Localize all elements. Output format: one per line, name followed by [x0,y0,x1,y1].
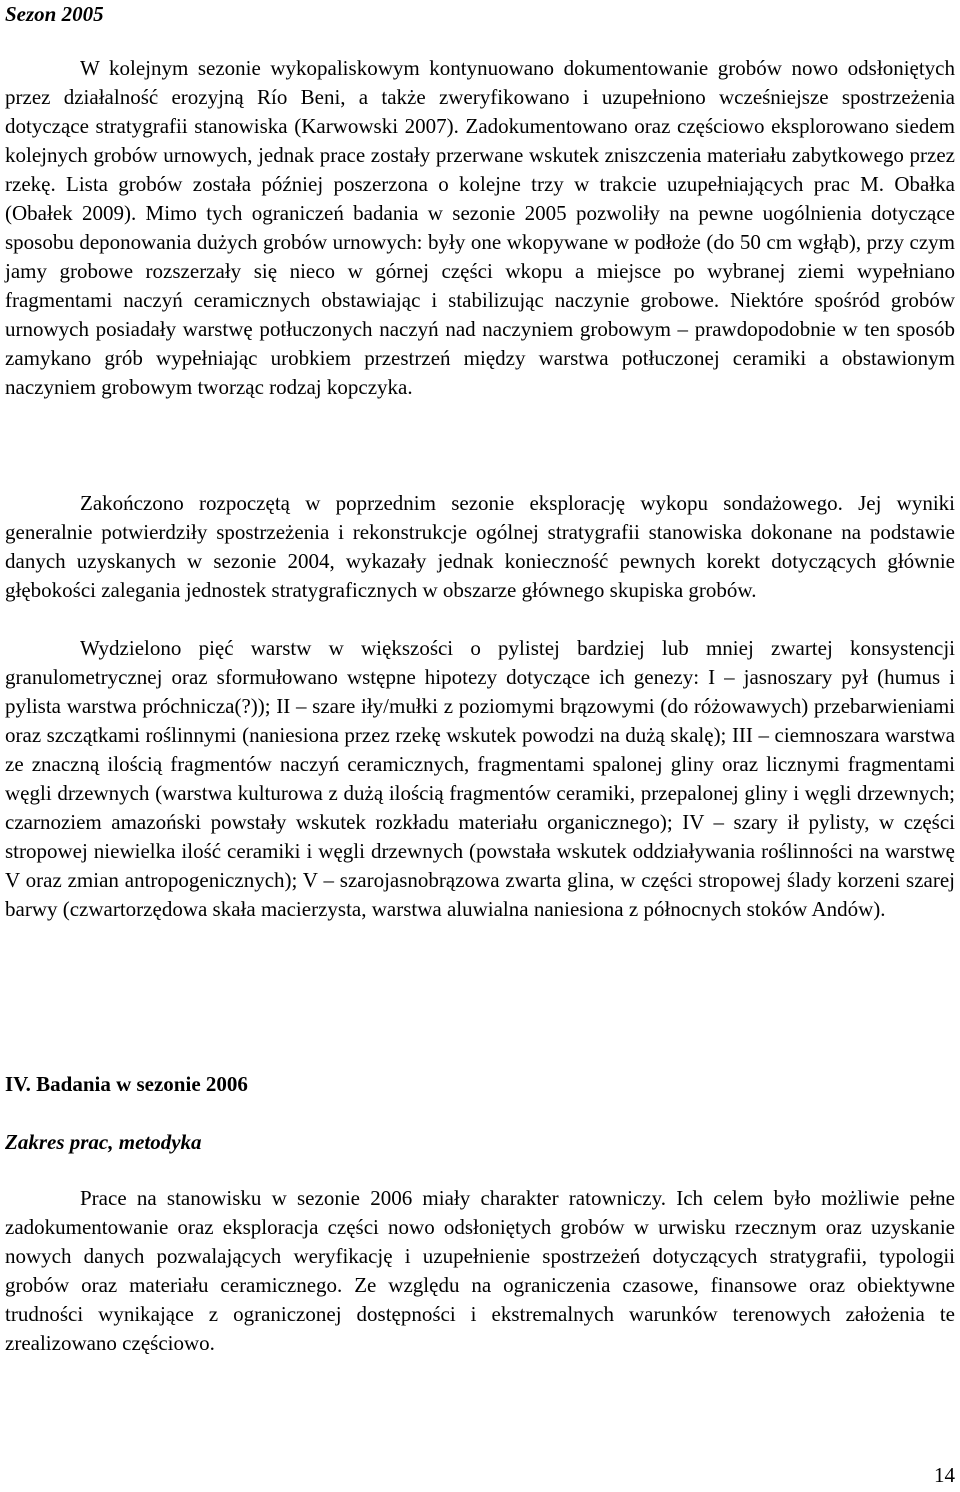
page-number: 14 [934,1463,955,1487]
chapter-title-2006: IV. Badania w sezonie 2006 [5,1072,248,1096]
subsection-title-methodology: Zakres prac, metodyka [5,1130,202,1154]
paragraph-2005-2: Zakończono rozpoczętą w poprzednim sezonie eksplorację wykopu sondażowego. Jej wyniki generalnie potwierdziły spostrzeżenia i rekonstrukcje ogólnej stratygrafii stanowiska dokonane na podstawie danych uzyskanych w sezonie 2004, wykazały jednak konieczność pewnych korekt dotyczących głównie głębokości zalegania jednostek stratygraficznych w obszarze głównego skupiska grobów. [5,491,955,602]
section-title-2005: Sezon 2005 [5,2,104,26]
paragraph-2005-3: Wydzielono pięć warstw w większości o pylistej bardziej lub mniej zwartej konsystencji granulometrycznej oraz sformułowano wstępne hipotezy dotyczące ich genezy: I – jasnoszary pył (humus i pylista warstwa próchnicza(?)); II – szare iły/mułki z poziomymi brązowymi (do różowawych) przebarwieniami oraz szczątkami roślinnymi (naniesiona przez rzekę wskutek powodzi na dużą skalę); III – ciemnoszara warstwa ze znaczną ilością fragmentów naczyń ceramicznych, fragmentami spalonej gliny oraz licznymi fragmentami węgli drzewnych (warstwa kulturowa z dużą ilością fragmentów ceramiki, przepalonej gliny i węgli drzewnych; czarnoziem amazoński powstały wskutek rozkładu materiału organicznego); IV – szary ił pylisty, w części stropowej niewielka ilość ceramiki i węgli drzewnych (powstała wskutek oddziaływania roślinności na warstwę V oraz zmian antropogenicznych); V – szarojasnobrązowa zwarta glina, w części stropowej ślady korzeni szarej barwy (czwartorzędowa skała macierzysta, warstwa aluwialna naniesiona z północnych stoków Andów). [5,636,955,921]
paragraph-2006-1: Prace na stanowisku w sezonie 2006 miały charakter ratowniczy. Ich celem było możliwie pełne zadokumentowanie oraz eksploracja części nowo odsłoniętych grobów w urwisku rzecznym oraz uzyskanie nowych danych pozwalających weryfikację i uzupełnienie spostrzeżeń dotyczących stratygrafii, typologii grobów oraz materiału ceramicznego. Ze względu na ograniczenia czasowe, finansowe oraz obiektywne trudności wynikające z ograniczonej dostępności i ekstremalnych warunków terenowych założenia te zrealizowano częściowo. [5,1186,955,1355]
paragraph-2005-1: W kolejnym sezonie wykopaliskowym kontynuowano dokumentowanie grobów nowo odsłoniętych przez działalność erozyjną Río Beni, a także zweryfikowano i uzupełniono wcześniejsze spostrzeżenia dotyczące stratygrafii stanowiska (Karwowski 2007). Zadokumentowano oraz częściowo eksplorowano siedem kolejnych grobów urnowych, jednak prace zostały przerwane wskutek zniszczenia materiału zabytkowego przez rzekę. Lista grobów została później poszerzona o kolejne trzy w trakcie uzupełniających prac M. Obałka (Obałek 2009). Mimo tych ograniczeń badania w sezonie 2005 pozwoliły na pewne uogólnienia dotyczące sposobu deponowania dużych grobów urnowych: były one wkopywane w podłoże (do 50 cm wgłąb), przy czym jamy grobowe rozszerzały się nieco w górnej części wkopu a miejsce po wybranej ziemi wypełniano fragmentami naczyń ceramicznych obstawiając i stabilizując naczynie grobowe. Niektóre spośród grobów urnowych posiadały warstwę potłuczonych naczyń nad naczyniem grobowym – prawdopodobnie w ten sposób zamykano grób wypełniając urobkiem przestrzeń między warstwa potłuczonej ceramiki a obstawionym naczyniem grobowym tworząc rodzaj kopczyka. [5,56,955,399]
